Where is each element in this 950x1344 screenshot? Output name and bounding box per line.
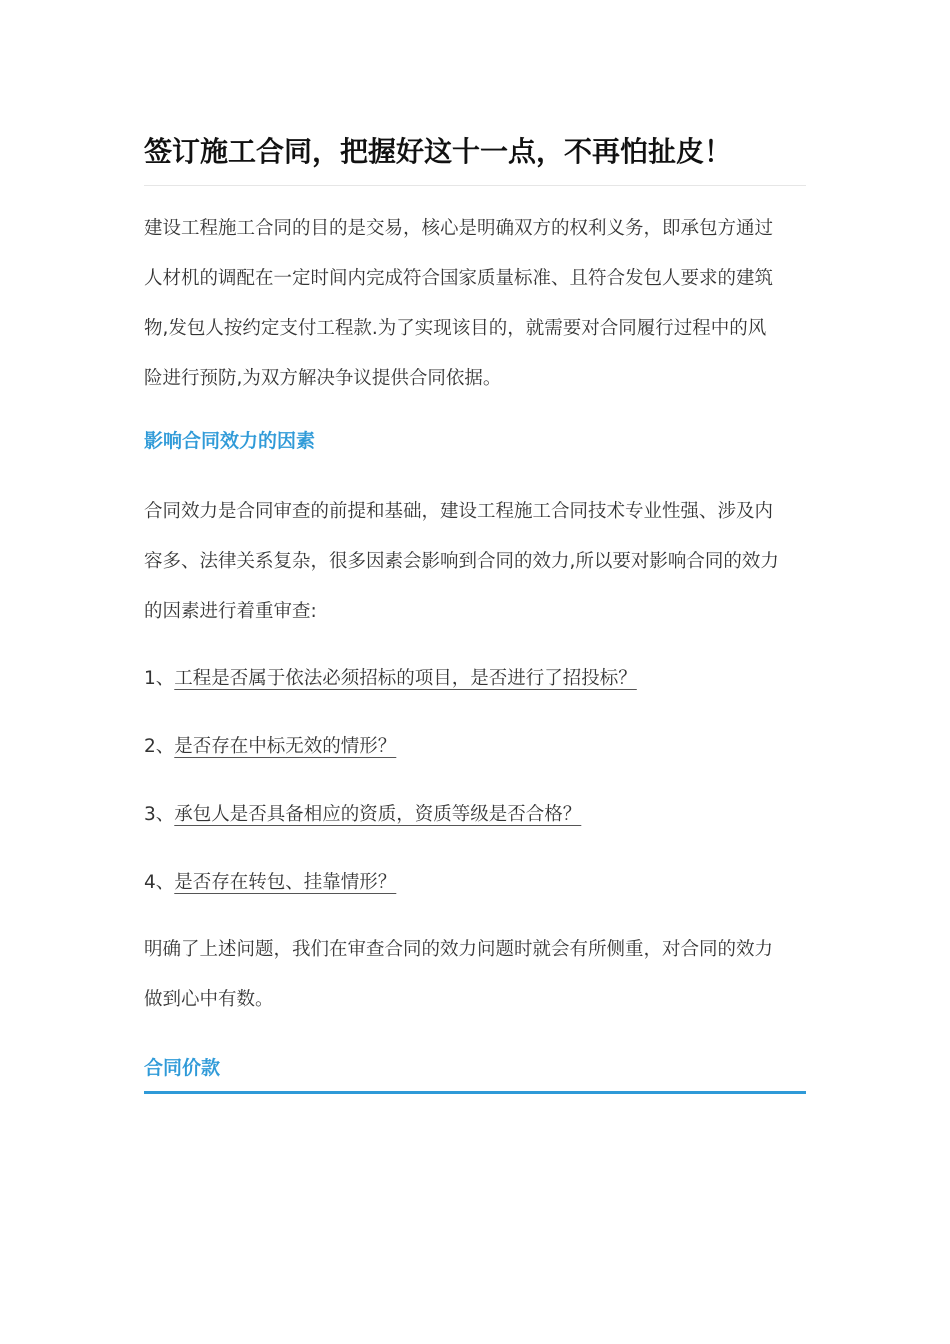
- title-divider: [144, 185, 806, 186]
- conclusion-line: 明确了上述问题，我们在审查合同的效力问题时就会有所侧重，对合同的效力: [144, 939, 774, 960]
- validity-line: 的因素进行着重审查:: [144, 601, 317, 622]
- intro-line: 人材机的调配在一定时间内完成符合国家质量标准、且符合发包人要求的建筑: [144, 268, 774, 289]
- list-item-number: 2、: [144, 736, 175, 757]
- intro-line: 物,发包人按约定支付工程款.为了实现该目的，就需要对合同履行过程中的风: [144, 318, 767, 339]
- validity-line: 容多、法律关系复杂，很多因素会影响到合同的效力,所以要对影响合同的效力: [144, 551, 779, 572]
- list-item-question: 是否存在中标无效的情形？: [174, 736, 397, 757]
- list-item-question: 承包人是否具备相应的资质，资质等级是否合格？: [174, 804, 582, 825]
- section-heading-validity: 影响合同效力的因素: [144, 430, 316, 452]
- list-item-number: 3、: [144, 804, 175, 825]
- validity-line: 合同效力是合同审查的前提和基础，建设工程施工合同技术专业性强、涉及内: [144, 501, 774, 522]
- intro-line: 建设工程施工合同的目的是交易，核心是明确双方的权利义务，即承包方通过: [144, 218, 774, 239]
- list-item: [144, 732, 396, 762]
- list-item: [144, 664, 637, 694]
- intro-line: 险进行预防,为双方解决争议提供合同依据。: [144, 368, 502, 389]
- list-item-question: 是否存在转包、挂靠情形？: [174, 872, 397, 893]
- validity-paragraph: [144, 487, 806, 637]
- list-item: [144, 868, 396, 898]
- list-item: [144, 800, 581, 830]
- list-item-question: 工程是否属于依法必须招标的项目，是否进行了招投标？: [174, 668, 637, 689]
- section-heading-price: 合同价款: [144, 1057, 221, 1079]
- page-title: 签订施工合同，把握好这十一点，不再怕扯皮！: [144, 135, 733, 168]
- list-item-number: 4、: [144, 872, 175, 893]
- section-divider: [144, 1091, 806, 1094]
- list-item-number: 1、: [144, 668, 175, 689]
- conclusion-line: 做到心中有数。: [144, 989, 274, 1010]
- conclusion-paragraph: [144, 925, 806, 1025]
- intro-paragraph: [144, 204, 806, 404]
